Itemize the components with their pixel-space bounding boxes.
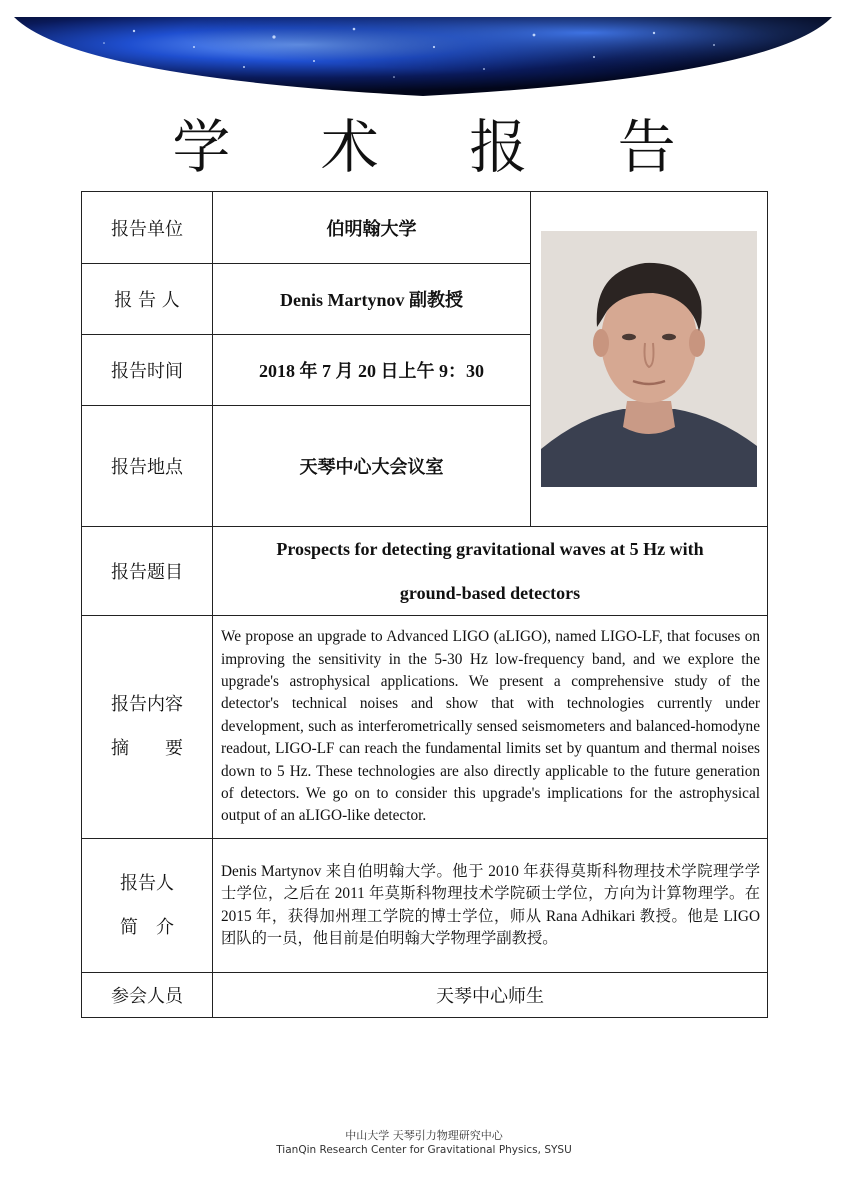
label-bio-line-2: 简 介 [120, 916, 174, 938]
speaker-photo [541, 231, 757, 487]
topic-line-2: ground-based detectors [399, 583, 581, 603]
info-table [81, 191, 768, 1018]
value-location: 天琴中心大会议室 [213, 406, 531, 527]
value-attendees: 天琴中心师生 [213, 973, 768, 1018]
footer-org-en: TianQin Research Center for Gravitational Physics, SYSU [276, 1144, 572, 1156]
galaxy-banner-image [14, 17, 832, 97]
footer-org-cn: 中山大学 天琴引力物理研究中心 [345, 1129, 503, 1142]
value-time: 2018 年 7 月 20 日上午 9：30 [213, 335, 531, 406]
row-bio [82, 839, 768, 973]
space-banner [14, 17, 832, 97]
page-title: 学 术 报 告 [172, 113, 712, 181]
photo-cell [531, 192, 768, 527]
label-abstract-line-2: 摘 要 [111, 738, 183, 759]
label-topic: 报告题目 [82, 527, 213, 616]
label-speaker: 报 告 人 [82, 264, 213, 335]
label-location: 报告地点 [82, 406, 213, 527]
label-bio-line-1: 报告人 [120, 872, 174, 894]
label-abstract-line-1: 报告内容 [111, 694, 183, 715]
value-bio: Denis Martynov 来自伯明翰大学。他于 2010 年获得莫斯科物理技术学院理学学士学位，之后在 2011 年莫斯科物理技术学院硕士学位，方向为计算物理学。在 2015 年，获得加州理工学院的博士学位，师从 Rana Adhikari 教授。他是 LIGO 团队的一员，他目前是伯明翰大学物理学副教授。 [213, 839, 768, 973]
value-unit: 伯明翰大学 [213, 192, 531, 264]
row-unit [82, 192, 768, 264]
row-topic [82, 527, 768, 616]
label-bio [82, 839, 213, 973]
label-attendees: 参会人员 [82, 973, 213, 1018]
label-abstract [82, 616, 213, 839]
row-attendees [82, 973, 768, 1018]
row-abstract [82, 616, 768, 839]
value-topic [213, 527, 768, 616]
label-time: 报告时间 [82, 335, 213, 406]
value-abstract: We propose an upgrade to Advanced LIGO (aLIGO), named LIGO-LF, that focuses on improving the sensitivity in the 5-30 Hz low-frequency band, and we explore the upgrade's astrophysical applications. We present a comprehensive study of the detector's technical noises and show that with technologies currently under development, such as interferometrically sensed seismometers and balanced-homodyne readout, LIGO-LF can reach the fundamental limits set by quantum and thermal noises down to 5 Hz. These technologies are also directly applicable to the future generation of detectors. We go on to consider this upgrade's implications for the astrophysical output of an aLIGO-like detector. [213, 616, 768, 839]
label-unit: 报告单位 [82, 192, 213, 264]
topic-line-1: Prospects for detecting gravitational waves at 5 Hz with [276, 539, 704, 559]
value-speaker: Denis Martynov 副教授 [213, 264, 531, 335]
